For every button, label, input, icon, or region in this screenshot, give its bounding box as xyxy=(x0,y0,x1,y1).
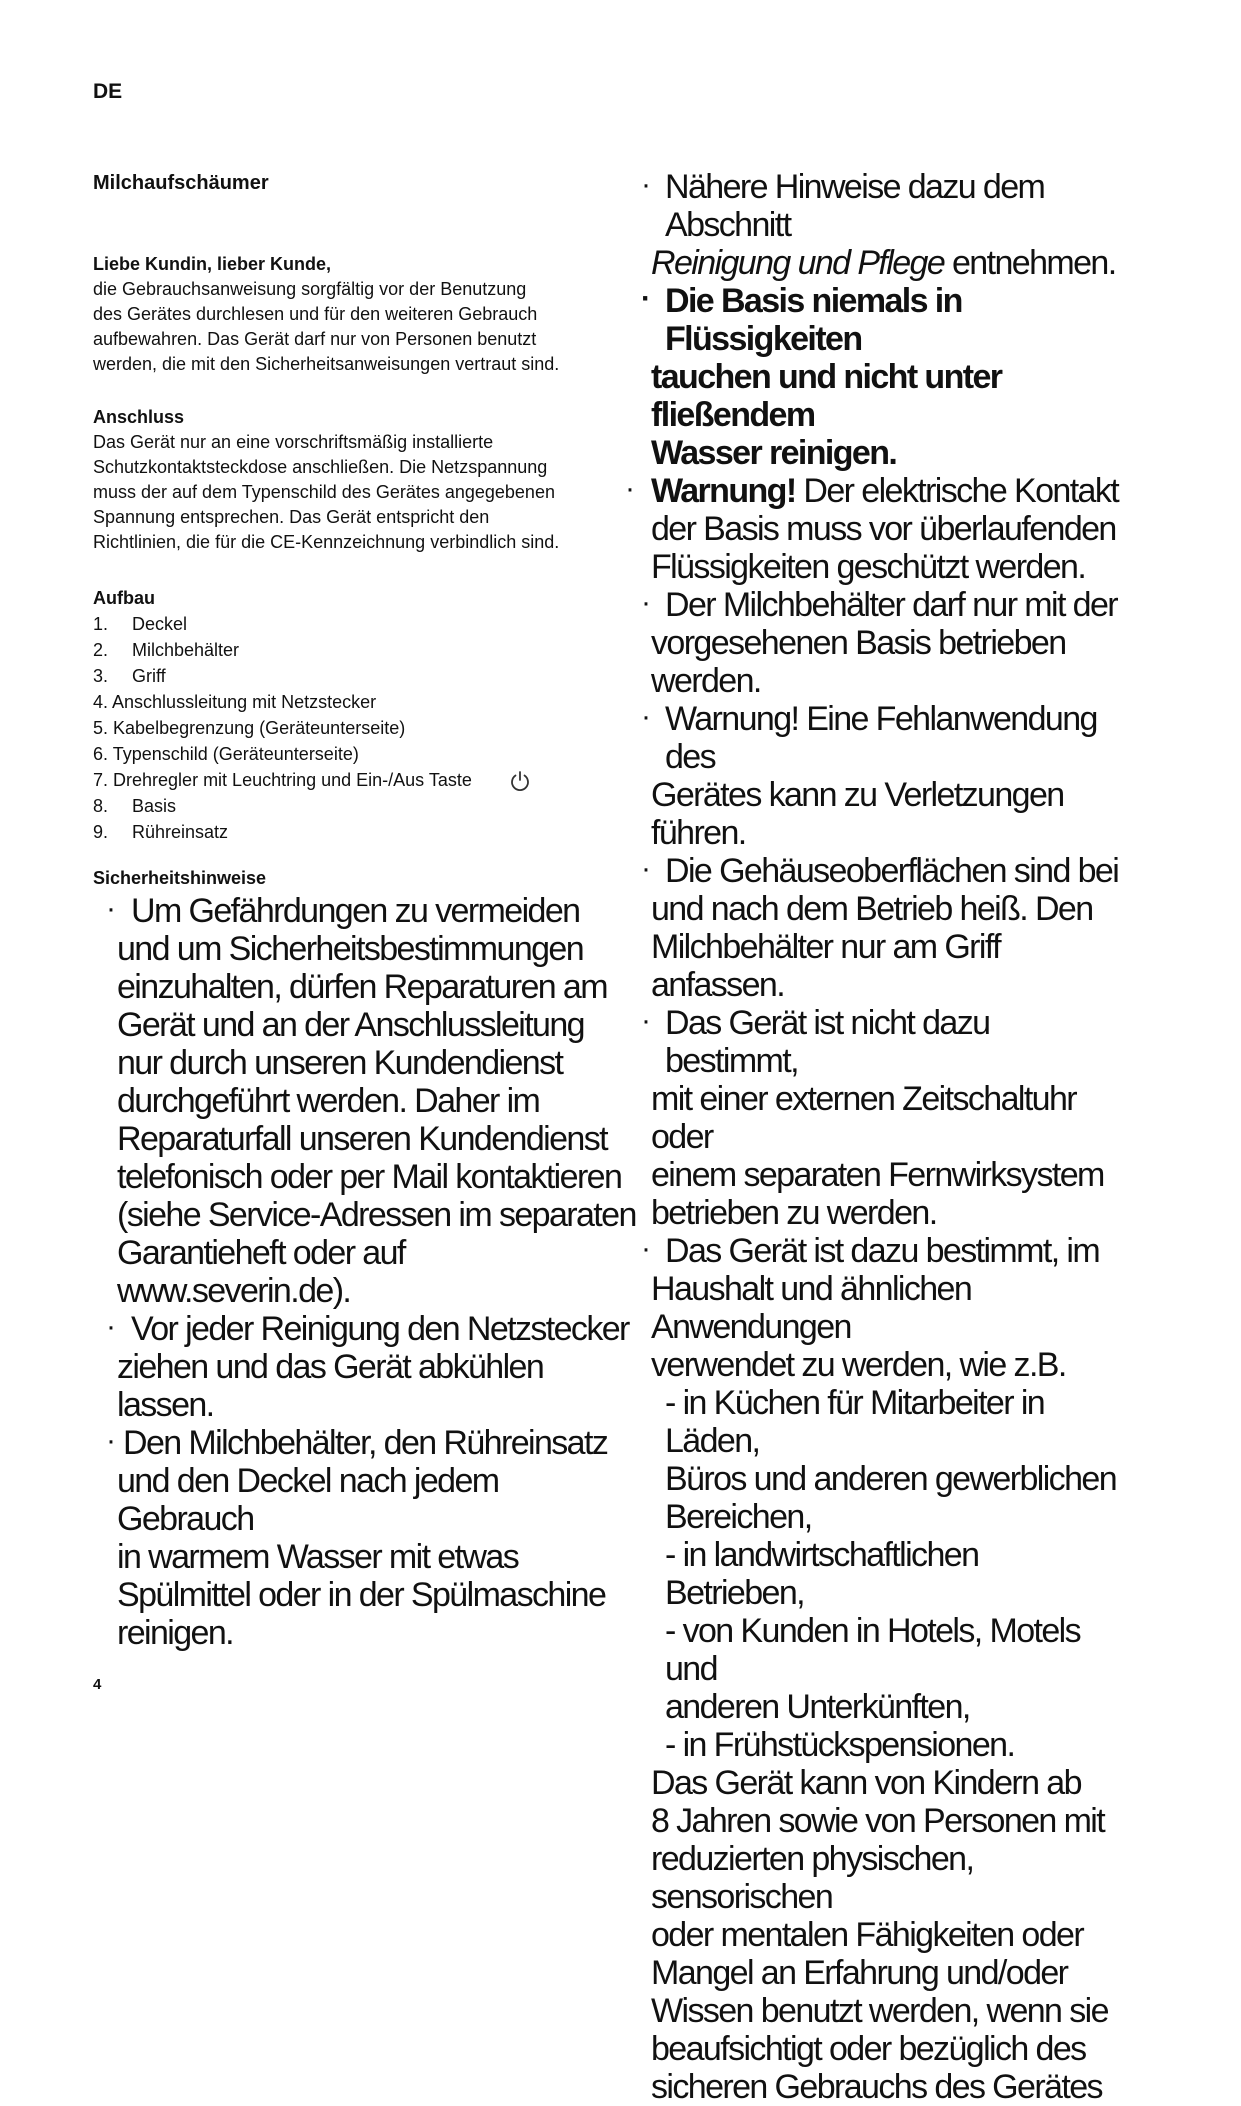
bullet-line: und nach dem Betrieb heiß. Den xyxy=(651,890,1093,928)
list-item xyxy=(93,793,613,819)
bullet-line: ziehen und das Gerät abkühlen xyxy=(117,1348,544,1386)
product-title: Milchaufschäumer xyxy=(93,172,269,194)
bullet-line: Garantieheft oder auf xyxy=(117,1234,405,1272)
bullet-line: einzuhalten, dürfen Reparaturen am xyxy=(117,968,607,1006)
list-item xyxy=(93,663,613,689)
paragraph-line: 8 Jahren sowie von Personen mit xyxy=(651,1802,1105,1840)
bullet-line: Das Gerät ist dazu bestimmt, im xyxy=(665,1232,1100,1270)
item-number: 7. xyxy=(93,770,109,790)
item-label: Basis xyxy=(132,796,177,816)
list-item xyxy=(93,689,613,715)
safety-heading: Sicherheitshinweise xyxy=(93,868,267,888)
connection-line: Schutzkontaktsteckdose anschließen. Die Netzspannung xyxy=(93,457,548,477)
bullet-line: Gerät und an der Anschlussleitung xyxy=(117,1006,584,1044)
safety-left-column xyxy=(106,892,637,1652)
item-number: 4. xyxy=(93,692,109,712)
item-number: 8. xyxy=(93,796,109,816)
paragraph-line: Wissen benutzt werden, wenn sie xyxy=(651,1992,1108,2030)
item-number: 3. xyxy=(93,666,109,686)
bullet-line: und den Deckel nach jedem Gebrauch xyxy=(117,1462,499,1538)
bullet-line: Milchbehälter nur am Griff anfassen. xyxy=(651,928,1000,1004)
bullet-dot: · xyxy=(106,1424,115,1457)
intro-section xyxy=(93,252,613,377)
intro-heading: Liebe Kundin, lieber Kunde, xyxy=(93,254,332,274)
item-label: Griff xyxy=(132,666,166,686)
paragraph-line: reduzierten physischen, sensorischen xyxy=(651,1840,974,1916)
power-icon xyxy=(508,769,532,793)
safety-bullet xyxy=(625,472,1121,586)
list-item xyxy=(93,741,613,767)
safety-bullet xyxy=(106,1424,637,1652)
connection-line: Das Gerät nur an eine vorschriftsmäßig installierte xyxy=(93,432,494,452)
paragraph-line: sicheren Gebrauchs des Gerätes xyxy=(651,2068,1102,2106)
list-item xyxy=(93,715,613,741)
safety-bullet xyxy=(641,168,1121,282)
bullet-line: werden. xyxy=(651,662,761,700)
bullet-line: in warmem Wasser mit etwas xyxy=(117,1538,519,1576)
bullet-line: verwendet zu werden, wie z.B. xyxy=(651,1346,1066,1384)
bullet-dot: · xyxy=(106,892,115,925)
safety-right-column xyxy=(625,168,1121,2106)
bullet-line xyxy=(651,472,1121,510)
section-reference: Reinigung und Pflege xyxy=(651,244,945,282)
safety-bullet xyxy=(641,852,1121,1004)
paragraph-line: oder mentalen Fähigkeiten oder xyxy=(651,1916,1084,1954)
bullet-line: nur durch unseren Kundendienst xyxy=(117,1044,563,1082)
bullet-dot: · xyxy=(641,168,650,201)
bullet-line: Die Basis niemals in Flüssigkeiten xyxy=(665,282,962,358)
usage-sublist xyxy=(651,1384,1121,1764)
bullet-dot: · xyxy=(641,700,650,733)
assembly-section xyxy=(93,586,613,845)
bullet-line: Flüssigkeiten geschützt werden. xyxy=(651,548,1086,586)
page-number: 4 xyxy=(93,1676,102,1693)
bullet-line: (siehe Service-Adressen im separaten xyxy=(117,1196,636,1234)
item-label: Anschlussleitung mit Netzstecker xyxy=(112,692,377,712)
bullet-text: Der elektrische Kontakt xyxy=(795,472,1119,510)
bullet-dot: · xyxy=(641,1004,650,1037)
list-item xyxy=(93,637,613,663)
bullet-line: Warnung! Eine Fehlanwendung des xyxy=(665,700,1097,776)
assembly-heading: Aufbau xyxy=(93,588,155,608)
safety-bullet xyxy=(641,1004,1121,1232)
bullet-line: Haushalt und ähnlichen Anwendungen xyxy=(651,1270,972,1346)
item-label: Typenschild (Geräteunterseite) xyxy=(112,744,359,764)
safety-bullet xyxy=(641,282,1121,472)
bullet-line: Um Gefährdungen zu vermeiden xyxy=(131,892,580,930)
bullet-line: Spülmittel oder in der Spülmaschine xyxy=(117,1576,606,1614)
item-number: 6. xyxy=(93,744,109,764)
bullet-dot: · xyxy=(641,282,650,315)
bullet-line: Nähere Hinweise dazu dem Abschnitt xyxy=(665,168,1045,244)
bullet-dot: · xyxy=(106,1310,115,1343)
connection-line: Richtlinien, die für die CE-Kennzeichnung verbindlich sind. xyxy=(93,532,560,552)
bullet-line xyxy=(651,244,1121,282)
bullet-line: telefonisch oder per Mail kontaktieren xyxy=(117,1158,622,1196)
sub-line: - von Kunden in Hotels, Motels und xyxy=(665,1612,1081,1688)
bullet-line: betrieben zu werden. xyxy=(651,1194,937,1232)
safety-bullet xyxy=(106,892,637,1310)
item-number: 5. xyxy=(93,718,109,738)
bullet-line: mit einer externen Zeitschaltuhr oder xyxy=(651,1080,1077,1156)
bullet-line: Den Milchbehälter, den Rühreinsatz xyxy=(123,1424,608,1462)
bullet-line: und um Sicherheitsbestimmungen xyxy=(117,930,584,968)
bullet-line: tauchen und nicht unter fließendem xyxy=(651,358,1002,434)
connection-line: Spannung entsprechen. Das Gerät entspricht den xyxy=(93,507,490,527)
item-number: 1. xyxy=(93,614,109,634)
safety-bullet xyxy=(641,586,1121,700)
bullet-line: Vor jeder Reinigung den Netzstecker xyxy=(131,1310,629,1348)
list-item xyxy=(93,611,613,637)
connection-heading: Anschluss xyxy=(93,407,185,427)
sub-line: - in landwirtschaftlichen Betrieben, xyxy=(665,1536,979,1612)
assembly-list xyxy=(93,611,613,845)
safety-bullet xyxy=(106,1310,637,1424)
paragraph-line: beaufsichtigt oder bezüglich des xyxy=(651,2030,1086,2068)
bullet-text: entnehmen. xyxy=(944,244,1116,282)
bullet-line: Der Milchbehälter darf nur mit der xyxy=(665,586,1118,624)
intro-line: aufbewahren. Das Gerät darf nur von Personen benutzt xyxy=(93,329,537,349)
item-label: Milchbehälter xyxy=(132,640,240,660)
language-code: DE xyxy=(93,80,123,103)
bullet-line: vorgesehenen Basis betrieben xyxy=(651,624,1066,662)
intro-line: des Gerätes durchlesen und für den weiteren Gebrauch xyxy=(93,304,538,324)
safety-bullet xyxy=(641,700,1121,852)
sub-line: - in Frühstückspensionen. xyxy=(665,1726,1015,1764)
bullet-dot: · xyxy=(641,1232,650,1265)
bullet-line: Reparaturfall unseren Kundendienst xyxy=(117,1120,607,1158)
bullet-line: der Basis muss vor überlaufenden xyxy=(651,510,1116,548)
item-label: Drehregler mit Leuchtring und Ein-/Aus Taste xyxy=(113,770,472,790)
bullet-line: durchgeführt werden. Daher im xyxy=(117,1082,540,1120)
intro-line: werden, die mit den Sicherheitsanweisungen vertraut sind. xyxy=(93,354,560,374)
bullet-dot: · xyxy=(641,852,650,885)
bullet-line: reinigen. xyxy=(117,1614,234,1652)
bullet-line: Das Gerät ist nicht dazu bestimmt, xyxy=(665,1004,990,1080)
list-item xyxy=(93,767,613,793)
item-label: Deckel xyxy=(132,614,188,634)
bullet-line: www.severin.de). xyxy=(117,1272,351,1310)
paragraph-line: Mangel an Erfahrung und/oder xyxy=(651,1954,1068,1992)
sub-line: - in Küchen für Mitarbeiter in Läden, xyxy=(665,1384,1045,1460)
intro-line: die Gebrauchsanweisung sorgfältig vor der Benutzung xyxy=(93,279,527,299)
item-label: Rühreinsatz xyxy=(132,822,229,842)
list-item xyxy=(93,819,613,845)
sub-line: Büros und anderen gewerblichen xyxy=(665,1460,1117,1498)
paragraph-line: Das Gerät kann von Kindern ab xyxy=(651,1764,1081,1802)
sub-line: Bereichen, xyxy=(665,1498,812,1536)
bullet-dot: · xyxy=(641,586,650,619)
children-paragraph xyxy=(651,1764,1121,2106)
safety-bullet xyxy=(641,1232,1121,1764)
warning-label: Warnung! xyxy=(651,472,796,510)
item-label: Kabelbegrenzung (Geräteunterseite) xyxy=(113,718,406,738)
sub-line: anderen Unterkünften, xyxy=(665,1688,970,1726)
bullet-line: lassen. xyxy=(117,1386,214,1424)
connection-section xyxy=(93,405,613,555)
connection-line: muss der auf dem Typenschild des Gerätes angegebenen xyxy=(93,482,555,502)
item-number: 2. xyxy=(93,640,109,660)
bullet-dot: · xyxy=(625,472,634,505)
bullet-line: Gerätes kann zu Verletzungen führen. xyxy=(651,776,1064,852)
bullet-line: Wasser reinigen. xyxy=(651,434,897,472)
bullet-line: Die Gehäuseoberflächen sind bei xyxy=(665,852,1119,890)
bullet-line: einem separaten Fernwirksystem xyxy=(651,1156,1104,1194)
item-number: 9. xyxy=(93,822,109,842)
